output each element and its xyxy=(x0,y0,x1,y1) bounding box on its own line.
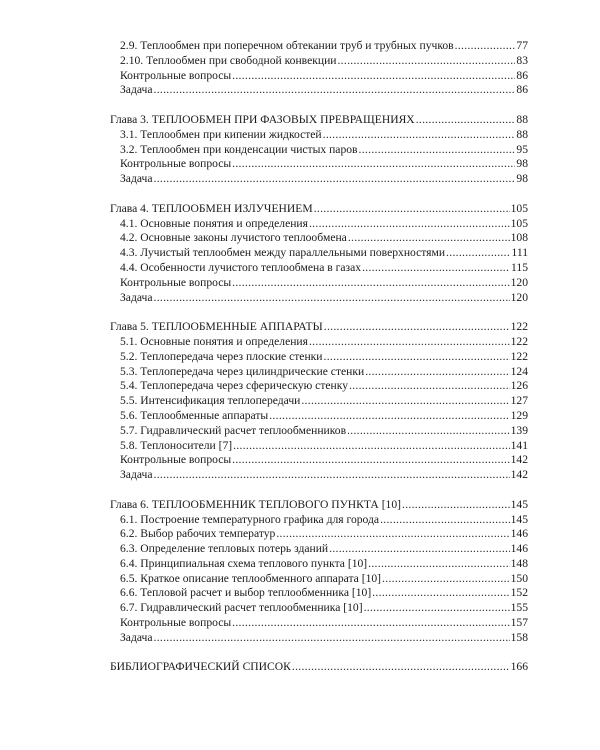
dot-leader xyxy=(232,69,515,84)
dot-leader xyxy=(232,453,509,468)
entry-page-number: 129 xyxy=(510,408,528,422)
toc-entry xyxy=(110,54,528,69)
toc-entry xyxy=(110,128,528,143)
toc-entry xyxy=(110,217,528,232)
entry-title: Глава 4. ТЕПЛООБМЕН ИЗЛУЧЕНИЕМ xyxy=(110,201,313,215)
toc-chapter-entry xyxy=(110,202,528,217)
toc-entry xyxy=(110,409,528,424)
entry-page-number: 105 xyxy=(510,201,528,215)
entry-page-number: 122 xyxy=(510,334,528,348)
dot-leader xyxy=(382,572,510,587)
toc-entry xyxy=(110,335,528,350)
toc-entry xyxy=(110,513,528,528)
toc-entry xyxy=(110,542,528,557)
toc-entry xyxy=(110,172,528,187)
dot-leader xyxy=(154,83,516,98)
entry-title: 3.2. Теплообмен при конденсации чистых паров xyxy=(120,142,358,156)
toc-section xyxy=(110,320,528,483)
toc-entry xyxy=(110,616,528,631)
entry-page-number: 139 xyxy=(510,423,528,437)
entry-page-number: 126 xyxy=(510,379,528,393)
dot-leader xyxy=(314,202,510,217)
entry-title: Глава 6. ТЕПЛООБМЕННИК ТЕПЛОВОГО ПУНКТА [10] xyxy=(110,497,402,511)
entry-page-number: 88 xyxy=(516,112,528,126)
toc-entry xyxy=(110,572,528,587)
entry-page-number: 86 xyxy=(516,68,528,82)
entry-title: 4.1. Основные понятия и определения xyxy=(120,216,308,230)
entry-title: 5.6. Теплообменные аппараты xyxy=(120,408,269,422)
table-of-contents xyxy=(110,39,528,690)
dot-leader xyxy=(309,335,510,350)
dot-leader xyxy=(380,513,510,528)
toc-chapter-entry xyxy=(110,320,528,335)
toc-entry xyxy=(110,453,528,468)
toc-entry xyxy=(110,439,528,454)
entry-page-number: 155 xyxy=(510,601,528,615)
dot-leader xyxy=(329,542,509,557)
toc-entry xyxy=(110,424,528,439)
entry-page-number: 120 xyxy=(510,290,528,304)
entry-page-number: 108 xyxy=(510,231,528,245)
entry-title: 6.1. Построение температурного графика для города xyxy=(120,512,380,526)
entry-page-number: 150 xyxy=(510,571,528,585)
entry-title: Контрольные вопросы xyxy=(120,275,232,289)
dot-leader xyxy=(233,439,509,454)
entry-title: Задача xyxy=(120,630,153,644)
dot-leader xyxy=(324,320,510,335)
dot-leader xyxy=(292,660,510,675)
entry-page-number: 122 xyxy=(510,349,528,363)
entry-title: 3.1. Теплообмен при кипении жидкостей xyxy=(120,127,322,141)
entry-title: 6.6. Тепловой расчет и выбор теплообменника [10] xyxy=(120,586,372,600)
dot-leader xyxy=(276,527,509,542)
entry-title: 2.10. Теплообмен при свободной конвекции xyxy=(120,53,337,67)
entry-page-number: 142 xyxy=(510,468,528,482)
dot-leader xyxy=(365,365,509,380)
dot-leader xyxy=(323,128,516,143)
entry-title: Контрольные вопросы xyxy=(120,453,232,467)
dot-leader xyxy=(154,631,510,646)
dot-leader xyxy=(154,172,516,187)
dot-leader xyxy=(359,143,516,158)
toc-entry xyxy=(110,350,528,365)
entry-title: 6.4. Принципиальная схема теплового пункта [10] xyxy=(120,556,368,570)
entry-title: 2.9. Теплообмен при поперечном обтекании труб и трубных пучков xyxy=(120,39,454,52)
entry-title: 5.7. Гидравлический расчет теплообменников xyxy=(120,423,347,437)
entry-page-number: 105 xyxy=(510,216,528,230)
toc-entry xyxy=(110,157,528,172)
toc-chapter-entry xyxy=(110,498,528,513)
toc-section xyxy=(110,113,528,187)
entry-title: 5.4. Теплопередача через сферическую стенку xyxy=(120,379,349,393)
entry-title: Контрольные вопросы xyxy=(120,68,232,82)
entry-page-number: 98 xyxy=(516,157,528,171)
dot-leader xyxy=(416,113,516,128)
entry-page-number: 158 xyxy=(510,630,528,644)
entry-page-number: 141 xyxy=(510,438,528,452)
dot-leader xyxy=(324,350,510,365)
entry-title: 5.8. Теплоносители [7] xyxy=(120,438,233,452)
entry-title: 5.2. Теплопередача через плоские стенки xyxy=(120,349,323,363)
entry-title: Контрольные вопросы xyxy=(120,616,232,630)
toc-section xyxy=(110,39,528,98)
entry-title: 6.2. Выбор рабочих температур xyxy=(120,527,276,541)
entry-page-number: 86 xyxy=(516,83,528,97)
dot-leader xyxy=(232,157,515,172)
dot-leader xyxy=(269,409,509,424)
entry-title: 5.3. Теплопередача через цилиндрические стенки xyxy=(120,364,365,378)
entry-title: Задача xyxy=(120,83,153,97)
entry-title: Контрольные вопросы xyxy=(120,157,232,171)
entry-page-number: 95 xyxy=(516,142,528,156)
toc-entry xyxy=(110,83,528,98)
entry-page-number: 166 xyxy=(510,660,528,674)
entry-page-number: 127 xyxy=(510,394,528,408)
entry-page-number: 111 xyxy=(511,246,528,260)
entry-page-number: 148 xyxy=(510,556,528,570)
dot-leader xyxy=(368,557,509,572)
toc-chapter-entry xyxy=(110,660,528,675)
toc-section xyxy=(110,498,528,646)
dot-leader xyxy=(309,217,510,232)
entry-page-number: 145 xyxy=(510,512,528,526)
toc-entry xyxy=(110,143,528,158)
entry-page-number: 146 xyxy=(510,527,528,541)
entry-page-number: 120 xyxy=(510,275,528,289)
toc-entry xyxy=(110,631,528,646)
toc-entry xyxy=(110,527,528,542)
entry-title: 6.3. Определение тепловых потерь зданий xyxy=(120,542,329,556)
entry-page-number: 115 xyxy=(511,260,528,274)
dot-leader xyxy=(364,601,510,616)
dot-leader xyxy=(402,498,510,513)
toc-entry xyxy=(110,601,528,616)
entry-title: Задача xyxy=(120,290,153,304)
dot-leader xyxy=(301,394,509,409)
toc-entry xyxy=(110,276,528,291)
dot-leader xyxy=(362,261,510,276)
toc-entry xyxy=(110,246,528,261)
dot-leader xyxy=(347,424,510,439)
entry-title: Задача xyxy=(120,172,153,186)
entry-page-number: 152 xyxy=(510,586,528,600)
toc-section xyxy=(110,660,528,675)
entry-title: 4.3. Лучистый теплообмен между параллельными поверхностями xyxy=(120,246,446,260)
toc-entry xyxy=(110,69,528,84)
entry-title: 6.7. Гидравлический расчет теплообменника [10] xyxy=(120,601,363,615)
entry-title: 4.4. Особенности лучистого теплообмена в газах xyxy=(120,260,362,274)
entry-page-number: 77 xyxy=(516,39,528,52)
dot-leader xyxy=(232,616,509,631)
toc-entry xyxy=(110,394,528,409)
toc-entry xyxy=(110,586,528,601)
entry-title: Глава 3. ТЕПЛООБМЕН ПРИ ФАЗОВЫХ ПРЕВРАЩЕНИЯХ xyxy=(110,112,415,126)
entry-title: Задача xyxy=(120,468,153,482)
toc-entry xyxy=(110,291,528,306)
dot-leader xyxy=(348,231,510,246)
toc-entry xyxy=(110,261,528,276)
dot-leader xyxy=(154,291,510,306)
dot-leader xyxy=(372,586,509,601)
entry-page-number: 122 xyxy=(510,320,528,334)
dot-leader xyxy=(455,39,516,54)
dot-leader xyxy=(446,246,510,261)
entry-page-number: 146 xyxy=(510,542,528,556)
entry-page-number: 98 xyxy=(516,172,528,186)
dot-leader xyxy=(337,54,515,69)
entry-title: 5.1. Основные понятия и определения xyxy=(120,334,308,348)
entry-page-number: 88 xyxy=(516,127,528,141)
entry-page-number: 83 xyxy=(516,53,528,67)
entry-title: 5.5. Интенсификация теплопередачи xyxy=(120,394,301,408)
dot-leader xyxy=(232,276,509,291)
toc-section xyxy=(110,202,528,306)
toc-entry xyxy=(110,39,528,54)
dot-leader xyxy=(349,379,510,394)
entry-title: Глава 5. ТЕПЛООБМЕННЫЕ АППАРАТЫ xyxy=(110,320,323,334)
entry-page-number: 145 xyxy=(510,497,528,511)
toc-entry xyxy=(110,379,528,394)
toc-entry xyxy=(110,557,528,572)
entry-title: БИБЛИОГРАФИЧЕСКИЙ СПИСОК xyxy=(110,660,291,674)
entry-page-number: 124 xyxy=(510,364,528,378)
toc-entry xyxy=(110,231,528,246)
toc-entry xyxy=(110,365,528,380)
entry-page-number: 157 xyxy=(510,616,528,630)
entry-page-number: 142 xyxy=(510,453,528,467)
entry-title: 4.2. Основные законы лучистого теплообмена xyxy=(120,231,347,245)
toc-entry xyxy=(110,468,528,483)
entry-title: 6.5. Краткое описание теплообменного аппарата [10] xyxy=(120,571,382,585)
toc-chapter-entry xyxy=(110,113,528,128)
dot-leader xyxy=(154,468,510,483)
